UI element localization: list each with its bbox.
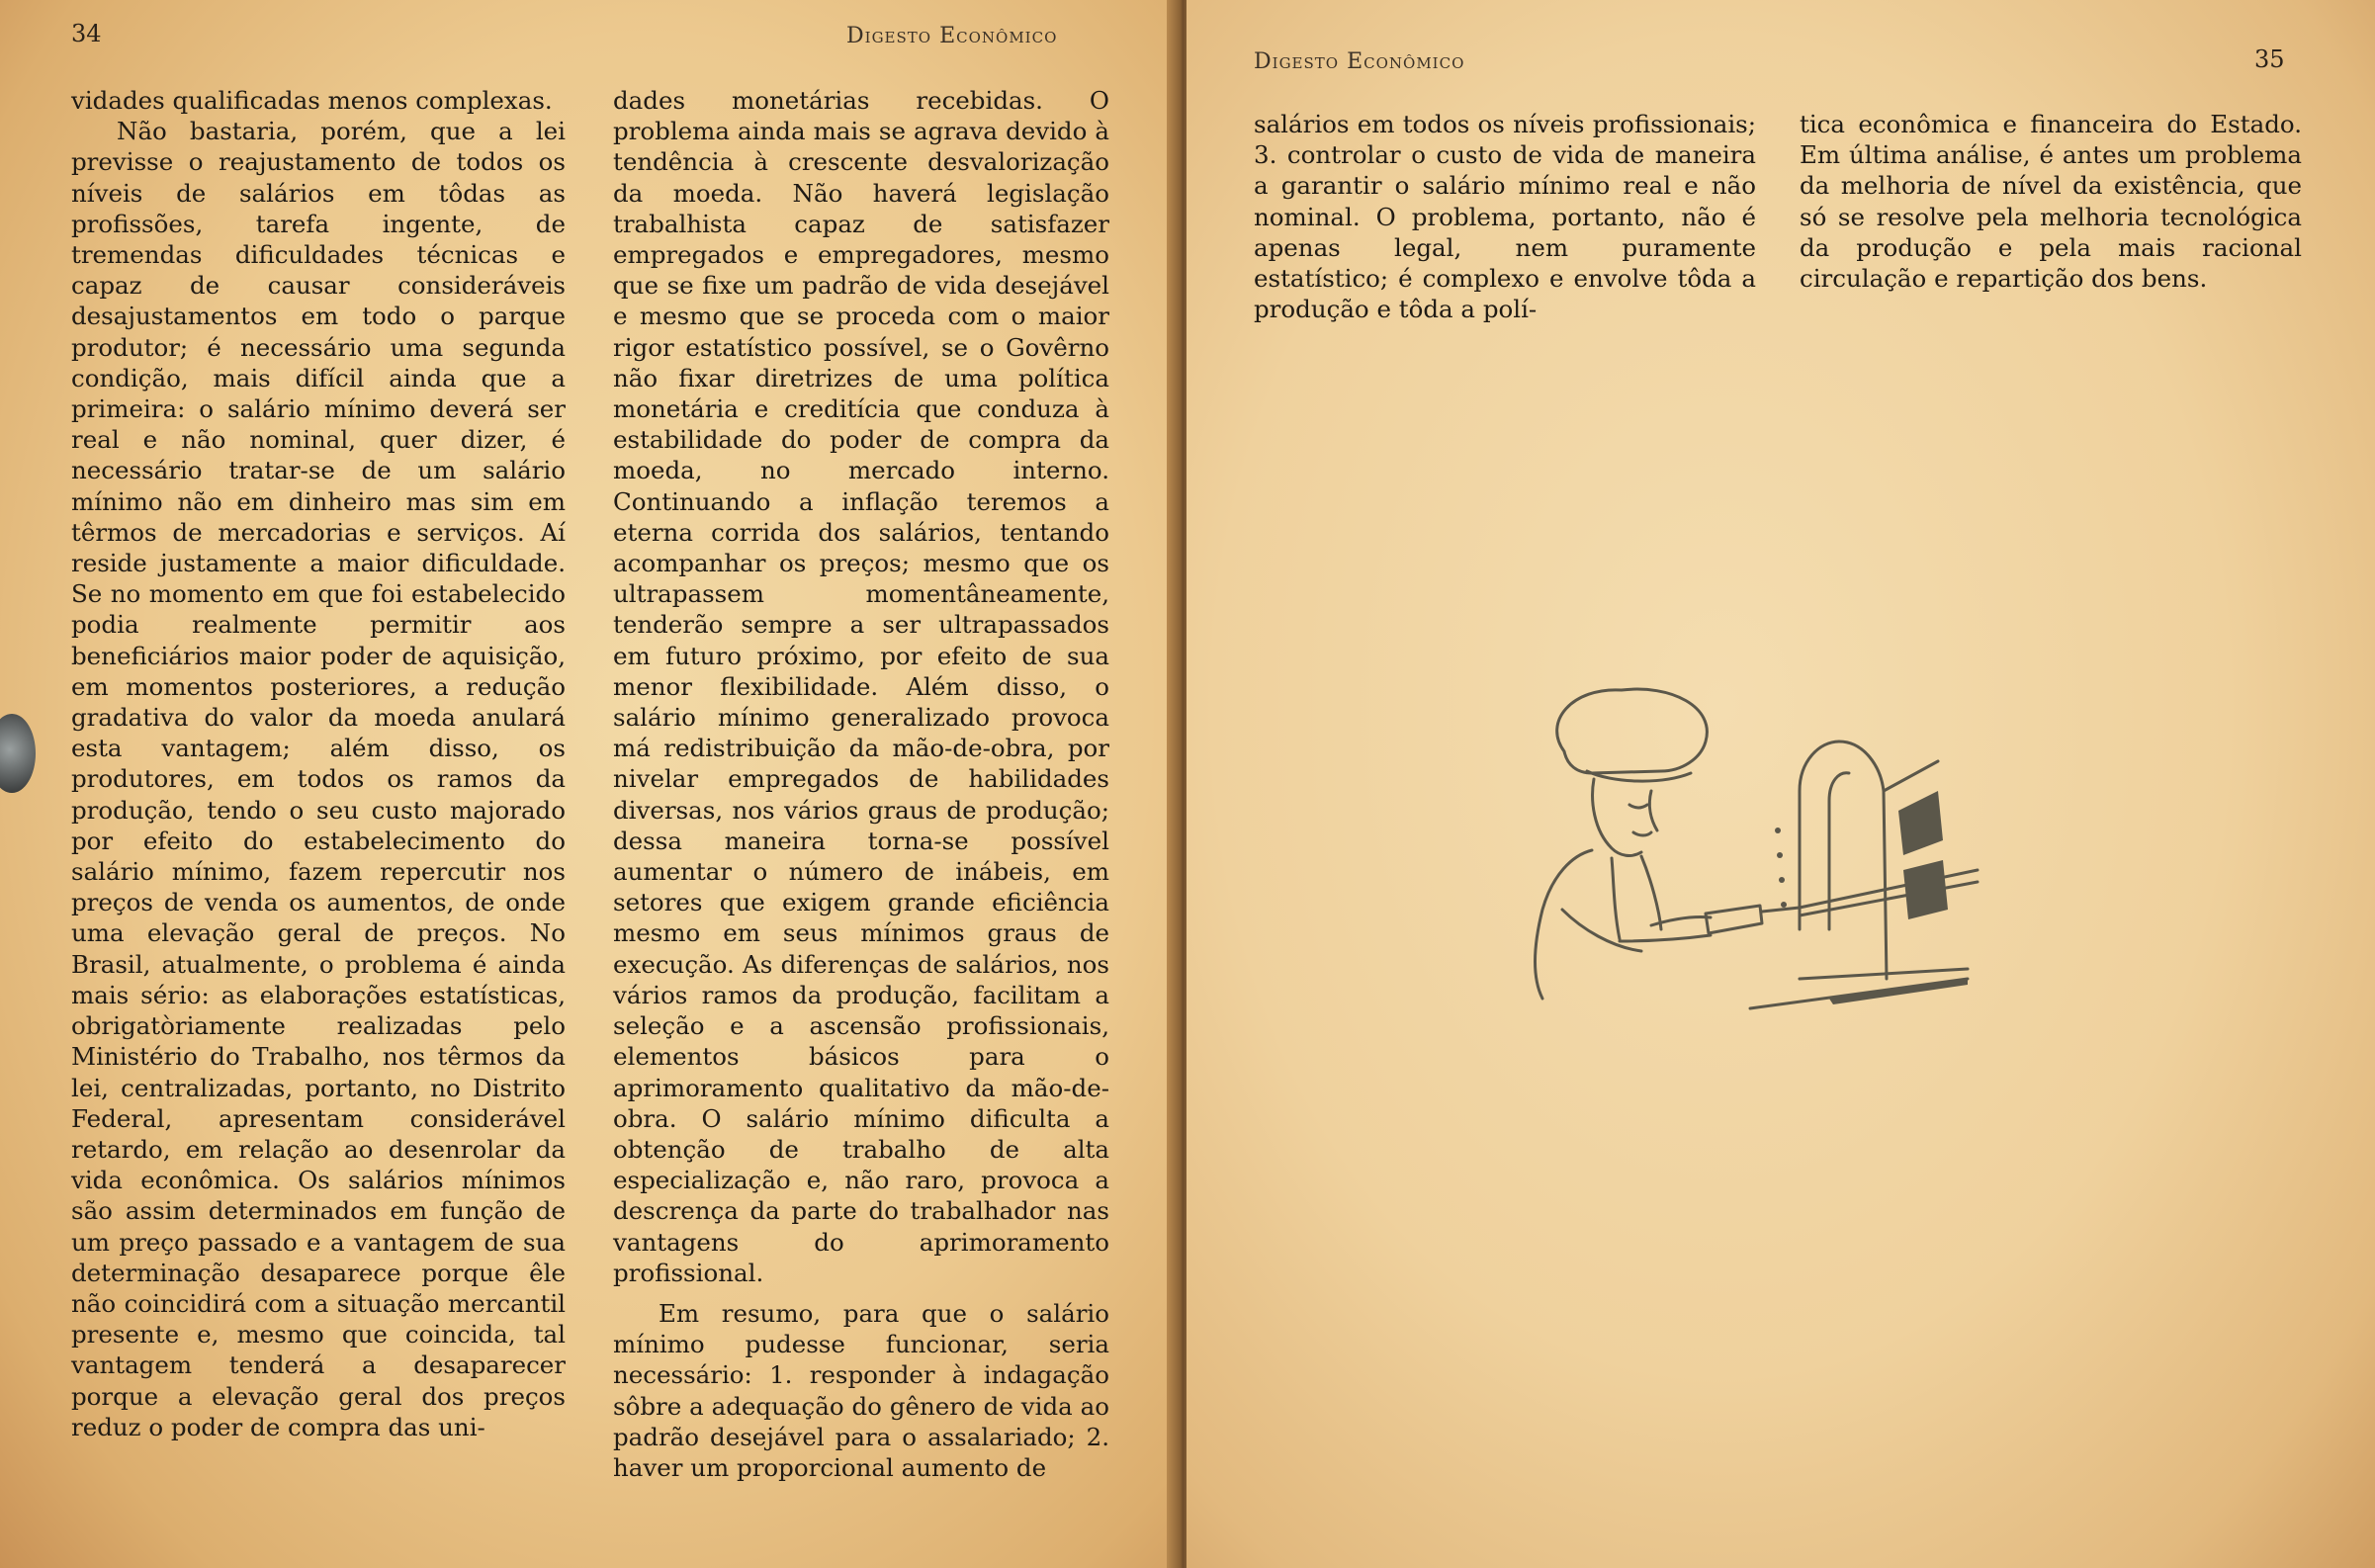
left-column-2 <box>613 85 1109 1483</box>
paragraph: Em resumo, para que o salário mínimo pudesse funcionar, seria necessário: 1. responder à indagação sôbre a adequação do gênero de vida ao padrão desejável para o assalariado; 2. haver um proporcional aumento de <box>613 1298 1109 1482</box>
running-head-left: Digesto Econômico <box>846 24 1058 48</box>
paragraph: dades monetárias recebidas. O problema ainda mais se agrava devido à tendência à crescente desvalorização da moeda. Não haverá legislação trabalhista capaz de satisfazer empregados e empregadores, mesmo que se fixe um padrão de vida desejável e mesmo que se proceda com o maior rigor estatístico possível, se o Govêrno não fixar diretrizes de uma política monetária e creditícia que conduza à estabilidade do poder de compra da moeda, no mercado interno. Continuando a inflação teremos a eterna corrida dos salários, tentando acompanhar os preços; mesmo que os ultrapassem momentâneamente, tenderão sempre a ser ultrapassados em futuro próximo, por efeito de sua menor flexibilidade. Além disso, o salário mínimo generalizado provoca má redistribuição da mão-de-obra, por nivelar empregados de habilidades diversas, nos vários graus de produção; dessa maneira torna-se possível aumentar o número de inábeis, em setores que exigem grande eficiência mesmo em seus mínimos graus de execução. As diferenças de salários, nos vários ramos da produção, facilitam a seleção e a ascensão profissionais, elementos básicos para o aprimoramento qualitativo da mão-de-obra. O salário mínimo dificulta a obtenção de trabalho de alta especialização e, não raro, provoca a descrença da parte do trabalhador nas vantagens do aprimoramento profissional. <box>613 86 1109 1287</box>
paragraph: tica econômica e financeira do Estado. Em última análise, é antes um problema da melhoria de nível da existência, que só se resolve pela melhoria tecnológica da produção e pela mais racional circulação e repartição dos bens. <box>1800 110 2302 294</box>
right-column-1 <box>1254 109 1756 324</box>
binding-hole <box>0 714 36 793</box>
page-number-right: 35 <box>2254 45 2285 73</box>
paragraph: salários em todos os níveis profissionais; 3. controlar o custo de vida de maneira a garantir o salário mínimo real e não nominal. O problema, portanto, não é apenas legal, nem puramente estatístico; é complexo e envolve tôda a produção e tôda a polí- <box>1254 110 1756 324</box>
left-column-1 <box>71 85 566 1442</box>
right-column-2 <box>1800 109 2302 294</box>
worker-with-drill-illustration <box>1503 682 1997 1028</box>
left-page <box>0 0 1177 1568</box>
paragraph: vidades qualificadas menos complexas. <box>71 86 553 115</box>
page-number-left: 34 <box>71 20 102 47</box>
paragraph: Não bastaria, porém, que a lei previsse o reajustamento de todos os níveis de salários em tôdas as profissões, tarefa ingente, de tremendas dificuldades técnicas e capaz de causar consideráveis desajustamentos em todo o parque produtor; é necessário uma segunda condição, mais difícil ainda que a primeira: o salário mínimo deverá ser real e não nominal, quer dizer, é necessário tratar-se de um salário mínimo não em dinheiro mas sim em têrmos de mercadorias e serviços. Aí reside justamente a maior dificuldade. Se no momento em que foi estabelecido podia realmente permitir aos beneficiários maior poder de aquisição, em momentos posteriores, a redução gradativa do valor da moeda anulará esta vantagem; além disso, os produtores, em todos os ramos da produção, tendo o seu custo majorado por efeito do estabelecimento do salário mínimo, fazem repercutir nos preços de venda os aumentos, de onde uma elevação geral de preços. No Brasil, atualmente, o problema é ainda mais sério: as elaborações estatísticas, obrigatòriamente realizadas pelo Ministério do Trabalho, nos têrmos da lei, centralizadas, portanto, no Distrito Federal, apresentam considerável retardo, em relação ao desenrolar da vida econômica. Os salários mínimos são assim determinados em função de um preço passado e a vantagem de sua determinação desaparece porque êle não coincidirá com a situação mercantil presente e, mesmo que coincida, tal vantagem tenderá a desaparecer porque a elevação geral dos preços reduz o poder de compra das uni- <box>71 117 566 1441</box>
running-head-right: Digesto Econômico <box>1254 49 1465 74</box>
